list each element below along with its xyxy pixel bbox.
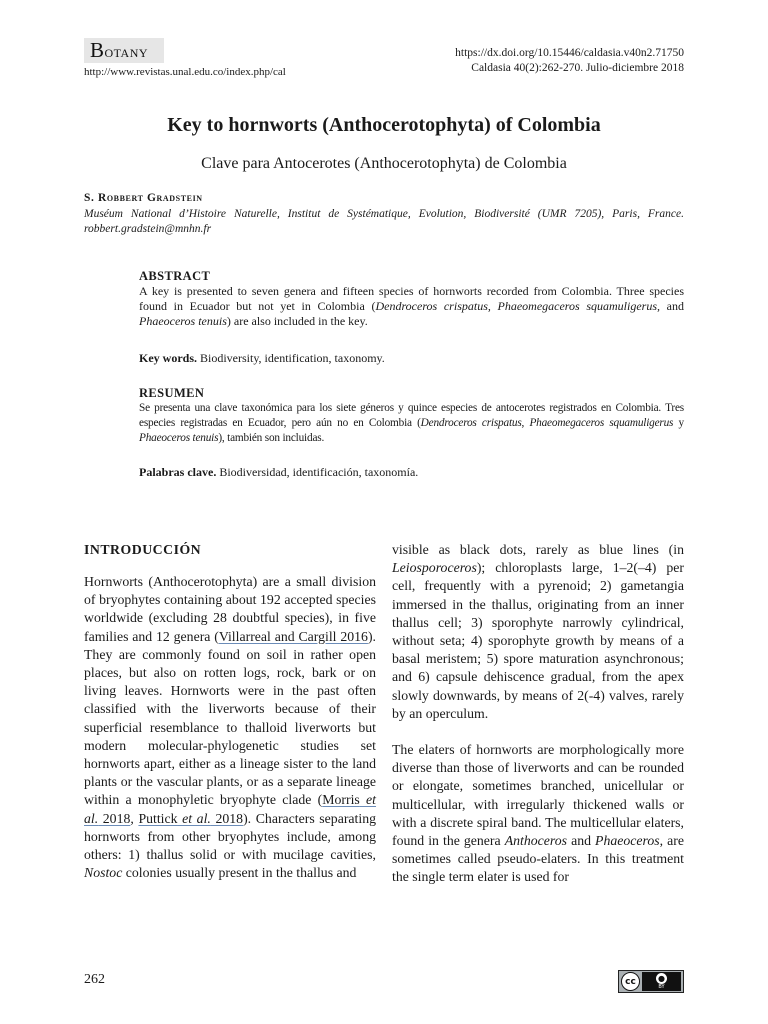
keywords-label: Palabras clave. (139, 465, 217, 479)
abstract-text (139, 284, 684, 329)
intro-paragraph-2 (392, 741, 684, 887)
abstract-keywords (139, 351, 684, 366)
genus-name: Leiosporoceros (392, 560, 477, 576)
citation-info: Caldasia 40(2):262-270. Julio-diciembre 2018 (471, 62, 684, 74)
page-number: 262 (84, 972, 105, 987)
author-affiliation: Muséum National d’Histoire Naturelle, Institut de Systématique, Evolution, Biodiversité (UMR 7205), Paris, France. robbert.gradstein@mnhn.fr (84, 208, 684, 235)
citation-etal: et al. (84, 792, 377, 826)
species-name: Phaeomegaceros squamuligerus (529, 417, 674, 429)
resumen-text-part: ), también son incluidas. (218, 432, 325, 444)
abstract-text-part: and (660, 299, 684, 313)
species-name: Phaeoceros tenuis (139, 314, 227, 328)
genus-name: Nostoc (84, 865, 123, 881)
genus-name: Anthoceros (504, 833, 568, 849)
abstract-heading: ABSTRACT (139, 269, 211, 283)
creative-commons-icon: cc (621, 972, 640, 991)
citation-link[interactable]: Villarreal and Cargill 2016 (218, 628, 368, 644)
resumen-text-part: y (673, 417, 684, 429)
citation-link[interactable] (138, 811, 243, 826)
abstract-text-part: A key is presented to seven genera and fifteen species of hornworts recorded from Colombia. Three species found in Ecuador but not yet in Colombia ( (139, 284, 684, 313)
paragraph-text: ). Characters separating hornworts from other bryophytes include, among others: 1) thallus solid or with mucilage cavities, (84, 810, 376, 863)
by-label: BY (658, 984, 665, 990)
body-column-right (392, 541, 684, 887)
citation-author: Morris (322, 792, 360, 808)
resumen-section (139, 386, 684, 446)
paragraph-text: The elaters of hornworts are morphologically more diverse than those of liverworts and can be rounded or elongate, sometimes branched, unicellular or multicellular, with irregularly thickened walls or with a discrete spiral band. The multicellular elaters, found in the genera (392, 742, 684, 849)
journal-section-badge (84, 38, 164, 63)
cc-by-license-badge[interactable] (618, 970, 684, 993)
species-name: Dendroceros crispatus, Phaeomegaceros squamuligerus, (375, 299, 661, 313)
citation-separator: , (130, 810, 139, 826)
paragraph-text: ); chloroplasts large, 1–2(–4) per cell, frequently with a pyrenoid; 2) gametangia immersed in the thallus, originating from an inner thallus cell; 3) sporophyte narrowly cylindrical, without seta; 4) sporophyte growth by means of a basal meristem; 5) spore maturation asynchronous; and 6) capsule dehiscence gradual, from the apex slowly downwards, by means of 2(-4) valves, rarely by an operculum. (392, 560, 684, 721)
paragraph-text: ). They are commonly found on soil in rather open places, but also on rotten logs, rock, bark or on living leaves. Hornworts were in the past often classified with the liverworts because of their superficial resemblance to thalloid liverworts but modern molecular-phylogenetic studies set hornworts apart, either as a lineage sister to the land plants or the vascular plants, or as a separate lineage within a monophyletic bryophyte clade ( (84, 628, 376, 808)
species-name: Dendroceros crispatus (420, 417, 522, 429)
column-break-text: colonies usually present in the thallus and (122, 865, 357, 881)
doi-link[interactable]: https://dx.doi.org/10.15446/caldasia.v40n2.71750 (455, 47, 684, 59)
citation-year: 2018 (98, 810, 131, 826)
resumen-keywords (139, 465, 684, 480)
article-doi-block (455, 46, 684, 76)
citation-year: 2018 (210, 810, 244, 826)
abstract-section (139, 269, 684, 329)
keywords-text: Biodiversidad, identificación, taxonomía. (216, 465, 419, 479)
abstract-text-part: ) are also included in the key. (226, 314, 368, 328)
keywords-text: Biodiversity, identification, taxonomy. (197, 351, 385, 365)
resumen-text (139, 401, 684, 446)
intro-paragraph-1 (84, 573, 376, 882)
citation-etal: et al. (177, 810, 211, 826)
paragraph-text: and (567, 833, 596, 849)
intro-paragraph-1-continued (392, 541, 684, 723)
resumen-text-part: , (521, 417, 530, 429)
section-heading-introduccion: INTRODUCCIÓN (84, 542, 202, 557)
article-title: Key to hornworts (Anthocerotophyta) of Colombia (167, 114, 601, 136)
resumen-heading: RESUMEN (139, 386, 205, 400)
keywords-label: Key words. (139, 351, 197, 365)
article-subtitle: Clave para Antocerotes (Anthocerotophyta) de Colombia (201, 155, 567, 172)
journal-section-rest: otany (104, 42, 149, 61)
citation-author: Puttick (138, 810, 178, 826)
paragraph-text: visible as black dots, rarely as blue lines (in (392, 542, 684, 557)
journal-url-link[interactable]: http://www.revistas.unal.edu.co/index.php/cal (84, 66, 286, 78)
species-name: Phaeoceros tenuis (139, 432, 219, 444)
journal-section-initial: B (90, 38, 105, 62)
resumen-text-part: Se presenta una clave taxonómica para los siete géneros y quince especies de antocerotes registrados en Colombia. Tres especies registradas en Ecuador, pero aún no en Colombia ( (139, 402, 684, 429)
body-column-left (84, 541, 376, 882)
genus-name: Phaeoceros (595, 833, 660, 849)
paragraph-text: Hornworts (Anthocerotophyta) are a small division of bryophytes containing about 192 accepted species worldwide (excluding 28 doubtful species), in five families and 12 genera ( (84, 574, 376, 644)
attribution-icon (642, 972, 681, 991)
paragraph-text: , are sometimes called pseudo-elaters. In this treatment the single term elater is used for (392, 833, 684, 885)
person-icon: ● (656, 973, 667, 984)
author-name: S. Robbert Gradstein (84, 192, 203, 204)
